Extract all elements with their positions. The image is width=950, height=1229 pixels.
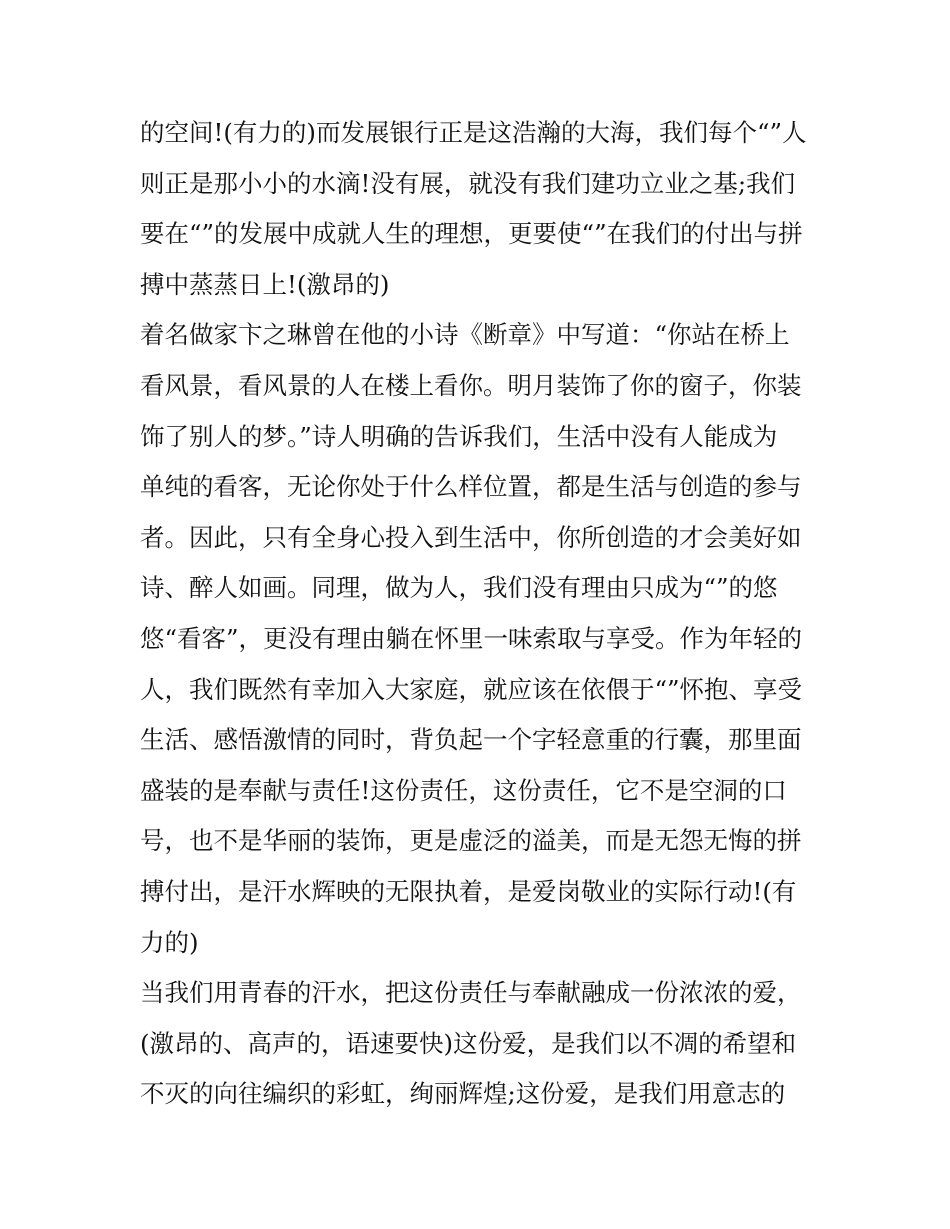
text-line: 看风景，看风景的人在楼上看你。明月装饰了你的窗子，你装 <box>140 370 802 400</box>
text-line: 号，也不是华丽的装饰，更是虚泛的溢美，而是无怨无悔的拼 <box>140 826 802 856</box>
text-line: 人，我们既然有幸加入大家庭，就应该在依偎于“”怀抱、享受 <box>140 674 803 704</box>
text-line: 诗、醉人如画。同理，做为人，我们没有理由只成为“”的悠 <box>140 573 778 603</box>
text-line: 单纯的看客，无论你处于什么样位置，都是生活与创造的参与 <box>140 472 802 502</box>
text-line: 盛装的是奉献与责任!这份责任，这份责任，它不是空洞的口 <box>140 775 787 805</box>
text-line: 的空间!(有力的)而发展银行正是这浩瀚的大海，我们每个“”人 <box>140 118 807 147</box>
document-body <box>140 108 820 1120</box>
text-line: 者。因此，只有全身心投入到生活中，你所创造的才会美好如 <box>140 522 802 552</box>
text-line: 搏付出，是汗水辉映的无限执着，是爱岗敬业的实际行动!(有 <box>140 876 797 906</box>
text-line: 不灭的向往编织的彩虹，绚丽辉煌;这份爱，是我们用意志的 <box>140 1079 786 1109</box>
text-line: 生活、感悟激情的同时，背负起一个字轻意重的行囊，那里面 <box>140 725 802 755</box>
text-line: 则正是那小小的水滴!没有展，就没有我们建功立业之基;我们 <box>140 168 796 198</box>
text-line: 力的) <box>140 927 199 957</box>
text-line: 当我们用青春的汗水，把这份责任与奉献融成一份浓浓的爱， <box>140 978 802 1008</box>
text-line: 要在“”的发展中成就人生的理想，更要使“”在我们的付出与拼 <box>140 219 803 249</box>
text-line: 悠“看客”，更没有理由躺在怀里一味索取与享受。作为年轻的 <box>140 623 803 653</box>
text-line: 着名做家卞之琳曾在他的小诗《断章》中写道：“你站在桥上 <box>140 320 790 350</box>
text-line: (激昂的、高声的，语速要快)这份爱，是我们以不凋的希望和 <box>140 1028 797 1058</box>
text-line: 搏中蒸蒸日上!(激昂的) <box>140 269 390 299</box>
text-line: 饰了别人的梦。”诗人明确的告诉我们，生活中没有人能成为 <box>140 421 778 451</box>
